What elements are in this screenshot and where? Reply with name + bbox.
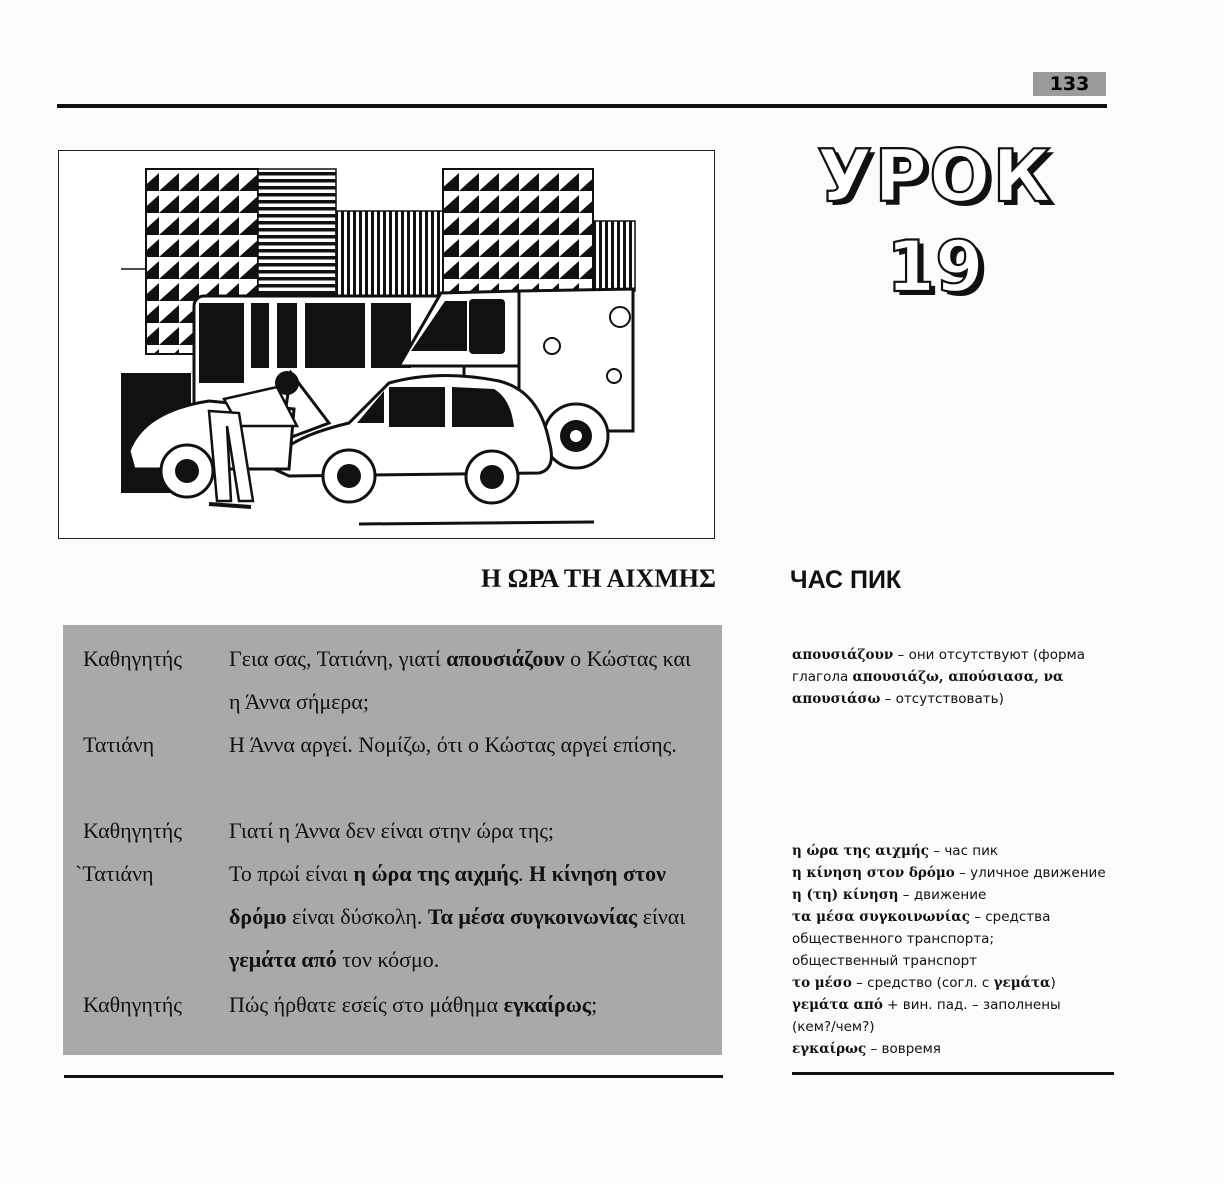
lesson-heading — [790, 134, 1080, 308]
gloss-line: η κίνηση στον δρόμο – уличное движение — [792, 865, 1106, 881]
gloss-line: τα μέσα συγκοινωνίας – средства — [792, 909, 1051, 925]
vocabulary-note-top — [792, 644, 1122, 710]
gloss-line: το μέσο – средство (согл. с γεμάτα) — [792, 975, 1056, 991]
traffic-illustration — [58, 150, 715, 539]
dialogue-speaker: Καθηγητής — [83, 646, 182, 671]
vocabulary-note-bottom — [792, 840, 1122, 1060]
title-greek: Η ΩΡΑ ΤΗ ΑΙΧΜΗΣ — [480, 564, 716, 593]
dialogue-speaker: Τατιάνη — [83, 732, 155, 757]
gloss-line: η (τη) κίνηση – движение — [792, 887, 987, 903]
lesson-word: УРОК — [816, 134, 1054, 218]
title-russian: ЧАС ПИК — [790, 566, 902, 594]
lesson-number: 19 — [886, 226, 984, 308]
dialogue-speaker: Καθηγητής — [83, 992, 182, 1017]
gloss-line: общественного транспорта; — [792, 931, 995, 947]
gloss-line: απουσιάζουν – они отсутствуют (форма — [792, 647, 1085, 663]
dialogue-text: Γεια σας, Τατιάνη, γιατί απουσιάζουν ο Κώστας και η Άννα σήμερα; — [229, 646, 691, 714]
dialogue-speaker: `Τατιάνη — [75, 861, 154, 886]
dialogue-box — [63, 625, 722, 1055]
bottom-rule-left — [64, 1075, 723, 1078]
gloss-line: (кем?/чем?) — [792, 1019, 875, 1035]
gloss-line: глагола απουσιάζω, απούσιασα, να — [792, 669, 1064, 685]
page-number: 133 — [1033, 72, 1106, 96]
dialogue-text: Το πρωί είναι η ώρα της αιχμής. Η κίνηση στον δρόμο είναι δύσκολη. Τα μέσα συγκοινωνίας είναι γεμάτα από τον κόσμο. — [229, 861, 686, 972]
gloss-line: απουσιάσω – отсутствовать) — [792, 691, 1004, 707]
dialogue-text: Γιατί η Άννα δεν είναι στην ώρα της; — [229, 818, 555, 843]
gloss-line: общественный транспорт — [792, 953, 978, 969]
dialogue-text: Πώς ήρθατε εσείς στο μάθημα εγκαίρως; — [229, 992, 598, 1017]
dialogue-speaker: Καθηγητής — [83, 818, 182, 843]
gloss-line: γεμάτα από + вин. пад. – заполнены — [792, 997, 1061, 1013]
gloss-line: η ώρα της αιχμής – час пик — [792, 843, 999, 859]
top-rule — [57, 104, 1107, 108]
dialogue-text: Η Άννα αργεί. Νομίζω, ότι ο Κώστας αργεί επίσης. — [229, 732, 677, 757]
bottom-rule-right — [792, 1072, 1114, 1075]
gloss-line: εγκαίρως – вовремя — [792, 1041, 941, 1057]
